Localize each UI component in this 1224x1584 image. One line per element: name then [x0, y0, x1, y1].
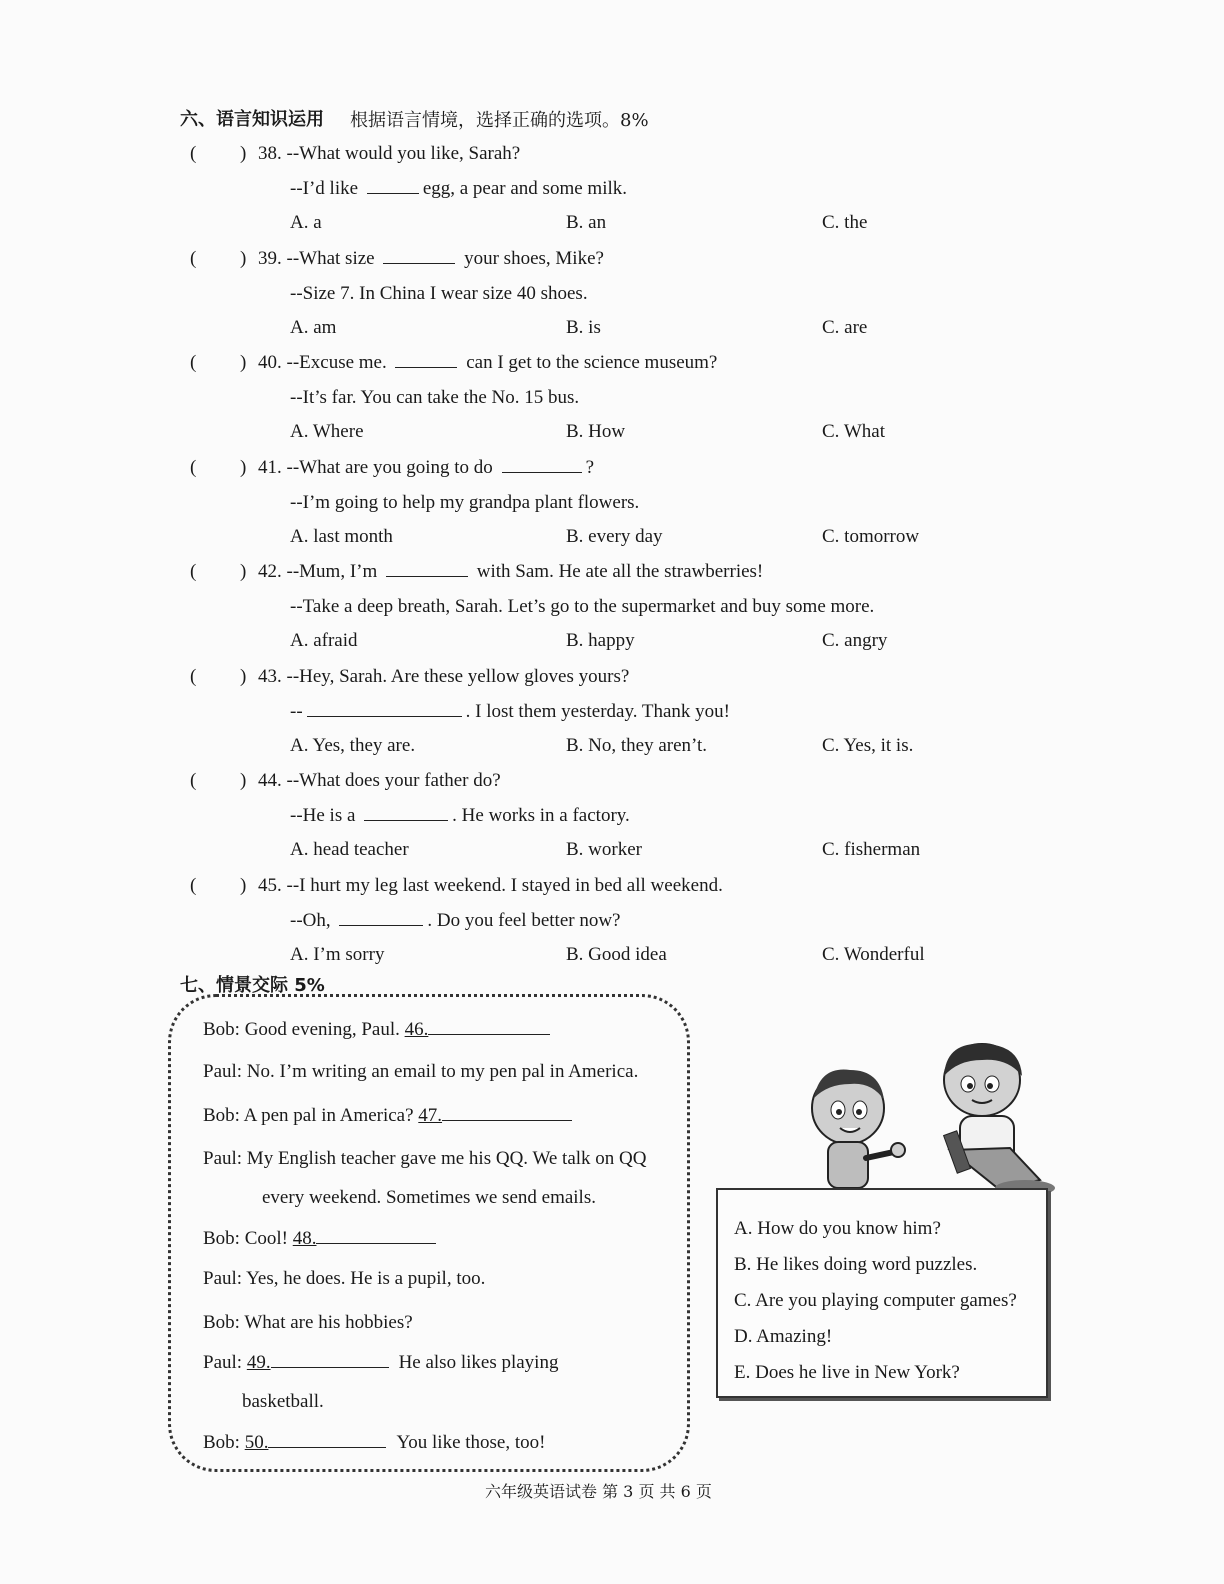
answer-blank[interactable]: [428, 1033, 550, 1035]
fill-blank[interactable]: [339, 924, 423, 926]
section6-title: 六、语言知识运用: [180, 109, 324, 130]
blank-number: 50.: [244, 1432, 269, 1453]
dialog-line: every weekend. Sometimes we send emails.: [262, 1187, 596, 1208]
answer-slot[interactable]: [205, 561, 235, 583]
answer-paren-open: (: [190, 874, 197, 896]
blank-number: 48.: [292, 1228, 317, 1249]
dialog-text: You like those, too!: [396, 1432, 546, 1453]
answer-text: egg, a pear and some milk.: [422, 178, 627, 199]
dialog-line-48: [203, 1228, 436, 1250]
answer-prompt-line: [290, 805, 630, 827]
answer-text: --He is a: [290, 805, 361, 826]
answer-slot[interactable]: [205, 143, 235, 165]
choice-c[interactable]: C. are: [822, 316, 868, 338]
choice-c[interactable]: C. angry: [822, 630, 888, 651]
dialog-text: Bob: Good evening, Paul.: [203, 1019, 405, 1040]
fill-blank[interactable]: [364, 819, 448, 821]
choice-a[interactable]: A. afraid: [290, 630, 358, 651]
choice-c[interactable]: C. What: [822, 421, 885, 442]
choice-a[interactable]: A. a: [290, 212, 322, 233]
question-text: your shoes, Mike?: [459, 247, 604, 269]
answer-slot[interactable]: [205, 248, 235, 270]
choice-b[interactable]: B. every day: [566, 525, 663, 547]
answer-prompt-line: --Size 7. In China I wear size 40 shoes.: [290, 282, 588, 304]
question-text: 39. --What size: [258, 247, 380, 269]
choice-a[interactable]: A. head teacher: [290, 839, 409, 860]
answer-options-box: [716, 1188, 1048, 1398]
answer-prompt-line: [290, 910, 621, 932]
fill-blank[interactable]: [383, 262, 455, 264]
choice-b[interactable]: B. happy: [566, 630, 635, 651]
dialog-line: basketball.: [242, 1391, 324, 1412]
question-text: can I get to the science museum?: [461, 352, 718, 373]
dialog-line-50: [203, 1432, 545, 1454]
dialog-line: Paul: My English teacher gave me his QQ. We talk on QQ: [203, 1148, 647, 1169]
answer-text: . I lost them yesterday. Thank you!: [465, 700, 731, 722]
dialog-line-49: [203, 1352, 558, 1374]
question-line: [258, 248, 604, 270]
answer-prompt-line: --Take a deep breath, Sarah. Let’s go to the supermarket and buy some more.: [290, 596, 875, 617]
answer-paren-open: (: [190, 456, 197, 478]
fill-blank[interactable]: [395, 366, 457, 368]
fill-blank[interactable]: [307, 715, 462, 717]
question-text: with Sam. He ate all the strawberries!: [472, 561, 764, 582]
fill-blank[interactable]: [367, 192, 419, 194]
page-footer: 六年级英语试卷 第 3 页 共 6 页: [485, 1482, 712, 1501]
choice-b[interactable]: B. No, they aren’t.: [566, 734, 708, 756]
question-text: 42. --Mum, I’m: [258, 561, 383, 582]
dialog-line-46: [203, 1019, 550, 1041]
choice-c[interactable]: C. the: [822, 212, 868, 233]
option-c: C. Are you playing computer games?: [734, 1290, 1017, 1311]
dialog-line: Paul: No. I’m writing an email to my pen pal in America.: [203, 1061, 639, 1082]
answer-paren-close: ): [240, 352, 247, 373]
answer-paren-open: (: [190, 352, 197, 373]
question-text: 41. --What are you going to do: [258, 456, 498, 478]
dialog-text: He also likes playing: [398, 1352, 559, 1373]
choice-c[interactable]: C. Yes, it is.: [822, 734, 914, 756]
answer-text: --Oh,: [290, 909, 336, 931]
answer-paren-close: ): [240, 561, 247, 582]
dialog-text: Paul:: [203, 1352, 247, 1373]
choice-c[interactable]: C. fisherman: [822, 839, 921, 860]
choice-b[interactable]: B. worker: [566, 839, 642, 860]
answer-blank[interactable]: [316, 1242, 436, 1244]
question-line: 44. --What does your father do?: [258, 770, 501, 791]
choice-b[interactable]: B. How: [566, 421, 626, 442]
answer-prompt-line: [290, 178, 627, 200]
option-a: A. How do you know him?: [734, 1218, 941, 1239]
blank-number: 46.: [404, 1019, 429, 1040]
choice-a[interactable]: A. Where: [290, 421, 364, 442]
answer-text: --I’d like: [290, 178, 363, 199]
choice-b[interactable]: B. Good idea: [566, 943, 667, 965]
answer-blank[interactable]: [442, 1119, 572, 1121]
answer-prompt-line: --It’s far. You can take the No. 15 bus.: [290, 387, 580, 408]
question-line: 38. --What would you like, Sarah?: [258, 143, 521, 164]
boy-with-laptop: [944, 1044, 1055, 1196]
dialog-line: Paul: Yes, he does. He is a pupil, too.: [203, 1268, 486, 1289]
question-text: ?: [585, 456, 594, 478]
fill-blank[interactable]: [386, 575, 468, 577]
two-boys-illustration: [800, 1040, 1070, 1200]
section6-instruction: 根据语言情境，选择正确的选项。8%: [350, 110, 649, 131]
answer-text: . Do you feel better now?: [427, 909, 621, 931]
choice-a[interactable]: A. am: [290, 316, 337, 338]
answer-paren-open: (: [190, 143, 197, 164]
answer-slot[interactable]: [205, 666, 235, 688]
option-e: E. Does he live in New York?: [734, 1362, 960, 1383]
dialog-line-47: [203, 1105, 572, 1127]
answer-paren-close: ): [240, 770, 247, 791]
answer-slot[interactable]: [205, 352, 235, 374]
choice-b[interactable]: B. is: [566, 316, 601, 338]
question-line: 45. --I hurt my leg last weekend. I stayed in bed all weekend.: [258, 874, 723, 896]
question-line: 43. --Hey, Sarah. Are these yellow gloves yours?: [258, 665, 630, 687]
answer-paren-close: ): [240, 247, 247, 269]
question-line: [258, 457, 594, 479]
dialog-text: Bob: A pen pal in America?: [203, 1105, 419, 1126]
choice-b[interactable]: B. an: [566, 212, 607, 233]
choice-a[interactable]: A. Yes, they are.: [290, 734, 416, 756]
answer-text: . He works in a factory.: [452, 805, 630, 826]
option-d: D. Amazing!: [734, 1326, 833, 1347]
answer-blank[interactable]: [268, 1446, 386, 1448]
answer-paren-close: ): [240, 874, 247, 896]
answer-paren-open: (: [190, 247, 197, 269]
dialog-text: Bob: Cool!: [203, 1228, 293, 1249]
answer-prompt-line: [290, 701, 730, 723]
answer-paren-close: ): [240, 665, 247, 687]
question-line: [258, 352, 717, 374]
blank-number: 49.: [246, 1352, 271, 1373]
answer-slot[interactable]: [205, 875, 235, 897]
option-b: B. He likes doing word puzzles.: [734, 1254, 978, 1275]
answer-paren-open: (: [190, 561, 197, 582]
choice-a[interactable]: A. last month: [290, 525, 393, 547]
choice-a[interactable]: A. I’m sorry: [290, 943, 385, 965]
blank-number: 47.: [418, 1105, 443, 1126]
answer-paren-close: ): [240, 456, 247, 478]
fill-blank[interactable]: [502, 471, 582, 473]
answer-prompt-line: --I’m going to help my grandpa plant flowers.: [290, 491, 640, 513]
answer-slot[interactable]: [205, 770, 235, 792]
dialog-line: Bob: What are his hobbies?: [203, 1312, 413, 1333]
dialog-text: Bob:: [203, 1432, 245, 1453]
answer-text: --: [290, 700, 303, 722]
question-text: 40. --Excuse me.: [258, 352, 392, 373]
answer-slot[interactable]: [205, 457, 235, 479]
question-line: [258, 561, 763, 583]
answer-blank[interactable]: [271, 1366, 389, 1368]
choice-c[interactable]: C. Wonderful: [822, 943, 925, 965]
section7-title: 七、情景交际 5%: [180, 975, 325, 996]
boy-thumbs-up: [812, 1070, 905, 1188]
answer-paren-close: ): [240, 143, 247, 164]
choice-c[interactable]: C. tomorrow: [822, 525, 920, 547]
answer-paren-open: (: [190, 665, 197, 687]
answer-paren-open: (: [190, 770, 197, 791]
